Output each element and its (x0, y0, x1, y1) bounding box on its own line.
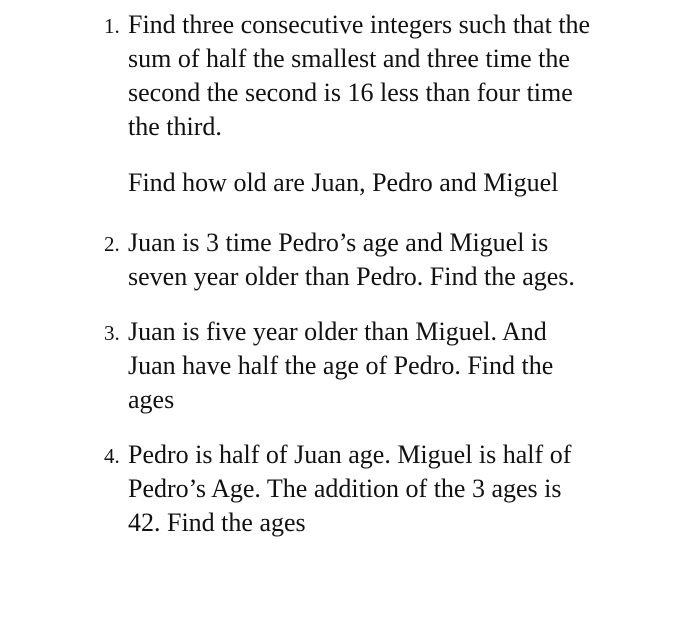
problem-text: Pedro is half of Juan age. Miguel is half of Pedro’s Age. The addition of the 3 ages is 42. Find the ages (128, 440, 572, 537)
problem-3 (104, 315, 644, 417)
problem-2 (104, 226, 644, 294)
problem-4 (104, 438, 644, 540)
problem-text: Juan is five year older than Miguel. And Juan have half the age of Pedro. Find the ages (128, 317, 554, 414)
problem-number: 2. (104, 232, 120, 256)
section-intro (104, 166, 644, 200)
problem-number: 4. (104, 444, 120, 468)
problem-number: 3. (104, 321, 120, 345)
problem-text: Juan is 3 time Pedro’s age and Miguel is seven year older than Pedro. Find the ages. (128, 228, 575, 291)
problem-text: Find three consecutive integers such that the sum of half the smallest and three time the second the second is 16 less than four time the third. (128, 10, 591, 141)
intro-text: Find how old are Juan, Pedro and Miguel (128, 168, 559, 197)
problem-1 (104, 8, 644, 144)
problem-number: 1. (104, 14, 120, 38)
